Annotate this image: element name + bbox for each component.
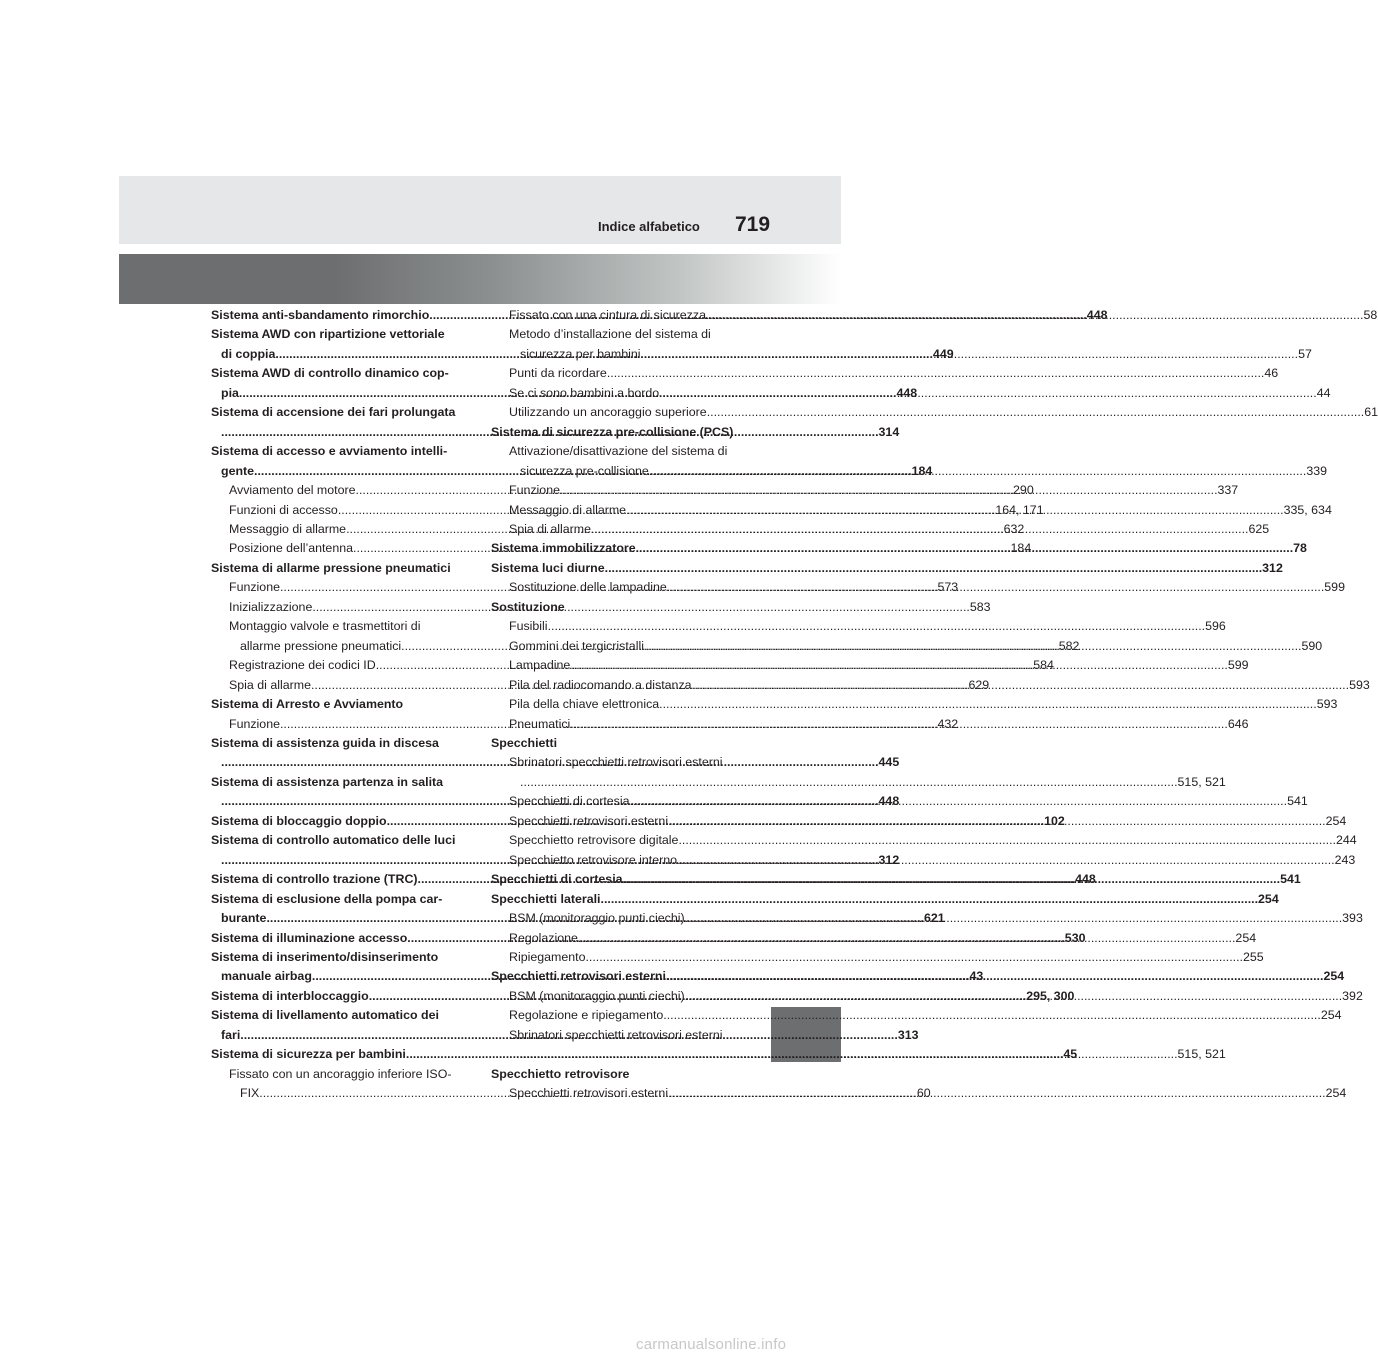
page-reference: 46 bbox=[1264, 366, 1279, 381]
index-entry-text: Funzioni di accesso bbox=[229, 502, 338, 517]
index-entry-text: Sistema di interbloccaggio bbox=[211, 988, 369, 1003]
dot-leader bbox=[585, 948, 1243, 967]
index-entry-text: Se ci sono bambini a bordo bbox=[509, 385, 660, 400]
dot-leader bbox=[685, 909, 1343, 928]
index-entry-text: Pila del radiocomando a distanza bbox=[509, 677, 692, 692]
page-reference: 448 bbox=[878, 794, 900, 809]
index-entry-text: Specchietti di cortesia bbox=[491, 872, 623, 887]
dot-leader bbox=[663, 1006, 1321, 1025]
dot-leader bbox=[570, 656, 1228, 675]
index-entry bbox=[491, 1006, 1342, 1025]
index-entry-text: Funzione bbox=[229, 716, 280, 731]
index-entry-text: Sistema di controllo trazione (TRC) bbox=[211, 872, 418, 887]
page-reference: 78 bbox=[1293, 541, 1307, 556]
page-reference: 314 bbox=[878, 424, 900, 439]
index-entry bbox=[211, 695, 464, 714]
dot-leader bbox=[706, 306, 1364, 325]
index-entry-text: Specchietti di cortesia bbox=[509, 794, 630, 809]
index-entry-text: Punti da ricordare bbox=[509, 366, 607, 381]
index-entry bbox=[491, 423, 744, 442]
index-entry-text: Utilizzando un ancoraggio superiore bbox=[509, 405, 707, 420]
page-reference: 593 bbox=[1316, 697, 1338, 712]
index-entry-text: Sistema di accesso e avviamento intelli- bbox=[211, 444, 448, 459]
dot-leader bbox=[626, 501, 1284, 520]
index-entry-text: Specchietti retrovisori esterni bbox=[509, 1086, 669, 1101]
dot-leader bbox=[692, 676, 1350, 695]
index-entry bbox=[491, 364, 1279, 383]
index-entry-text: Sistema anti-sbandamento rimorchio bbox=[211, 308, 430, 322]
index-entry-text: Regolazione e ripiegamento bbox=[509, 1008, 664, 1023]
index-entry-text: manuale airbag bbox=[221, 969, 312, 984]
page-reference: 573 bbox=[937, 580, 959, 595]
page-reference: 445 bbox=[878, 755, 900, 770]
index-entry-text: Sistema di assistenza guida in discesa bbox=[211, 735, 439, 750]
page-reference: 61 bbox=[1364, 405, 1378, 420]
header-band bbox=[119, 176, 841, 244]
index-entry-text: Attivazione/disattivazione del sistema di bbox=[509, 444, 728, 459]
index-entry-text: Messaggio di allarme bbox=[509, 502, 627, 517]
page-reference: 541 bbox=[1287, 794, 1308, 809]
index-entry-text: Sistema di livellamento automatico dei bbox=[211, 1008, 439, 1023]
index-entry-text: Sistema di assistenza partenza in salita bbox=[211, 774, 444, 789]
index-entry-text: Metodo d’installazione del sistema di bbox=[509, 327, 711, 342]
index-entry-text: gente bbox=[221, 463, 255, 478]
dot-leader bbox=[636, 539, 1294, 558]
dot-leader bbox=[605, 559, 1263, 578]
page-reference: 448 bbox=[896, 385, 918, 400]
index-entry-text: Inizializzazione bbox=[229, 599, 313, 614]
page-reference: 244 bbox=[1335, 833, 1357, 848]
dot-leader bbox=[678, 831, 1336, 850]
page-reference: 625 bbox=[1248, 521, 1270, 536]
dot-leader bbox=[644, 637, 1302, 656]
page-reference: 102 bbox=[1044, 813, 1065, 828]
index-entry-text: Sistema di sicurezza pre-collisione (PCS) bbox=[491, 424, 734, 439]
index-entry-text: Specchietto retrovisore digitale bbox=[509, 833, 679, 848]
index-entry-text: Funzione bbox=[509, 483, 560, 498]
page-reference: 254 bbox=[1325, 813, 1347, 828]
index-entry-text: Sistema di allarme pressione pneumatici bbox=[211, 560, 451, 575]
page-reference: 530 bbox=[1064, 930, 1086, 945]
index-entry-text: Specchietto retrovisore interno bbox=[509, 852, 678, 867]
page-reference: 45 bbox=[1063, 1047, 1078, 1062]
decorative-gradient-band bbox=[119, 254, 841, 304]
index-entry-text: Regolazione bbox=[509, 930, 578, 945]
index-entry-text: Montaggio valvole e trasmettitori di bbox=[229, 619, 421, 634]
page-number: 719 bbox=[735, 213, 771, 236]
dot-leader bbox=[659, 695, 1317, 714]
index-entry-text: fari bbox=[221, 1027, 241, 1042]
page-reference: 58 bbox=[1363, 308, 1378, 322]
page-reference: 337 bbox=[1217, 483, 1239, 498]
index-entry-text: Funzione bbox=[229, 580, 280, 595]
index-entry-text: Fusibili bbox=[509, 619, 548, 634]
index-entry bbox=[491, 403, 1378, 422]
index-entry-text: Sistema di esclusione della pompa car- bbox=[211, 891, 443, 906]
index-entry-text: Lampadine bbox=[509, 658, 571, 673]
dot-leader bbox=[685, 987, 1343, 1006]
index-entry bbox=[491, 695, 1338, 714]
page-reference: 449 bbox=[932, 346, 954, 361]
page-reference: 254 bbox=[1235, 930, 1257, 945]
page-reference: 583 bbox=[969, 599, 991, 614]
page-reference: 590 bbox=[1301, 638, 1323, 653]
index-entry-text: Specchietti bbox=[491, 735, 558, 750]
page-reference: 621 bbox=[923, 911, 945, 926]
page-reference: 184 bbox=[911, 463, 933, 478]
index-entry-text: Pneumatici bbox=[509, 716, 571, 731]
page-reference: 243 bbox=[1334, 852, 1356, 867]
page-reference: 599 bbox=[1227, 658, 1249, 673]
page-reference: 515, 521 bbox=[1177, 1047, 1226, 1062]
page-reference: 255 bbox=[1243, 949, 1264, 964]
dot-leader bbox=[659, 384, 1317, 403]
dot-leader bbox=[520, 773, 1178, 792]
page-reference: 584 bbox=[1033, 658, 1054, 673]
index-entry-text: burante bbox=[221, 911, 267, 926]
index-entry-text: Spia di allarme bbox=[229, 677, 311, 692]
page-reference: 432 bbox=[937, 716, 959, 731]
page-reference: 582 bbox=[1058, 638, 1080, 653]
index-entry bbox=[211, 1045, 1078, 1064]
index-entry-text: Messaggio di allarme bbox=[229, 521, 347, 536]
page-reference: 43 bbox=[969, 969, 984, 984]
index-entry-text: Sistema immobilizzatore bbox=[491, 541, 636, 556]
index-entry-text: sicurezza per bambini bbox=[520, 346, 641, 361]
index-entry-text: Fissato con una cintura di sicurezza bbox=[509, 308, 706, 322]
index-entry-text: Sbrinatori specchietti retrovisori esterni bbox=[509, 755, 723, 770]
index-entry-text: Pila della chiave elettronica bbox=[509, 697, 660, 712]
index-entry-text: Sistema di illuminazione accesso bbox=[211, 930, 408, 945]
index-entry-text: Spia di allarme bbox=[509, 521, 591, 536]
page-reference: 335, 634 bbox=[1283, 502, 1332, 517]
index-entry-text: Ripiegamento bbox=[509, 949, 586, 964]
index-entry-text: Avviamento del motore bbox=[229, 483, 356, 498]
dot-leader bbox=[607, 364, 1265, 383]
page-reference: 312 bbox=[1262, 560, 1283, 575]
dot-leader bbox=[668, 812, 1326, 831]
index-entry-text: Sistema di sicurezza per bambini bbox=[211, 1047, 406, 1062]
page-reference: 393 bbox=[1342, 911, 1363, 926]
page-reference: 184 bbox=[1010, 541, 1032, 556]
index-entry bbox=[491, 948, 1264, 967]
dot-leader bbox=[666, 967, 1324, 986]
page-reference: 596 bbox=[1205, 619, 1226, 634]
index-entry-text: BSM (monitoraggio punti ciechi) bbox=[509, 911, 685, 926]
index-entry-text: Sistema AWD con ripartizione vettoriale bbox=[211, 327, 445, 342]
section-title: Indice alfabetico bbox=[598, 219, 700, 234]
watermark-text: carmanualsonline.info bbox=[636, 1336, 787, 1353]
index-entry-text: Specchietti retrovisori esterni bbox=[509, 813, 669, 828]
dot-leader bbox=[641, 345, 1299, 364]
page-reference: 593 bbox=[1349, 677, 1370, 692]
index-entry-text: Posizione dell’antenna bbox=[229, 541, 353, 556]
index-entry-text: Registrazione dei codici ID bbox=[229, 658, 376, 673]
index-entry bbox=[491, 890, 1279, 909]
dot-leader bbox=[623, 870, 1281, 889]
index-entry-text: Sostituzione delle lampadine bbox=[509, 580, 667, 595]
page-reference: 448 bbox=[1075, 872, 1096, 887]
page-reference: 515, 521 bbox=[1177, 774, 1226, 789]
dot-leader bbox=[591, 520, 1249, 539]
index-entry-text: Sostituzione bbox=[491, 599, 565, 614]
page-reference: 313 bbox=[897, 1027, 919, 1042]
index-entry-text: Specchietto retrovisore bbox=[491, 1066, 630, 1081]
index-entry-text: Sistema di inserimento/disinserimento bbox=[211, 949, 439, 964]
index-entry-text: Sistema di controllo automatico delle luci bbox=[211, 833, 456, 848]
page-reference: 632 bbox=[1003, 521, 1025, 536]
page-reference: 646 bbox=[1227, 716, 1249, 731]
index-entry bbox=[491, 831, 1357, 850]
page-reference: 60 bbox=[916, 1086, 931, 1101]
page-reference: 392 bbox=[1342, 988, 1363, 1003]
dot-leader bbox=[560, 481, 1218, 500]
dot-leader bbox=[677, 851, 1335, 870]
page-reference: 254 bbox=[1325, 1086, 1347, 1101]
page-reference: 44 bbox=[1316, 385, 1331, 400]
index-entry bbox=[491, 1065, 744, 1084]
dot-leader bbox=[707, 403, 1365, 422]
page-reference: 295, 300 bbox=[1026, 988, 1075, 1003]
dot-leader bbox=[649, 462, 1307, 481]
dot-leader bbox=[520, 1045, 1178, 1064]
page-reference: 164, 171 bbox=[995, 502, 1044, 517]
index-entry-text: Sistema luci diurne bbox=[491, 560, 605, 575]
index-entry bbox=[491, 617, 1226, 636]
dot-leader bbox=[630, 792, 1288, 811]
dot-leader bbox=[667, 578, 1325, 597]
index-entry-text: Fissato con un ancoraggio inferiore ISO- bbox=[229, 1066, 452, 1081]
index-entry bbox=[211, 559, 464, 578]
index-entry-text: Sistema di bloccaggio doppio bbox=[211, 813, 387, 828]
index-entry bbox=[491, 598, 744, 617]
page-reference: 312 bbox=[878, 852, 900, 867]
dot-leader bbox=[548, 617, 1206, 636]
page-reference: 339 bbox=[1306, 463, 1327, 478]
dot-leader bbox=[578, 929, 1236, 948]
page-reference: 254 bbox=[1323, 969, 1345, 984]
index-entry-text: sicurezza pre-collisione bbox=[520, 463, 649, 478]
index-entry-text: pia bbox=[221, 385, 239, 400]
index-entry-text: allarme pressione pneumatici bbox=[240, 638, 402, 653]
page-reference: 629 bbox=[968, 677, 990, 692]
dot-leader bbox=[668, 1084, 1326, 1103]
index-entry-text: Sistema di Arresto e Avviamento bbox=[211, 697, 404, 712]
page-reference: 254 bbox=[1320, 1008, 1342, 1023]
index-entry bbox=[491, 734, 744, 753]
index-entry-text: Specchietti laterali bbox=[491, 891, 601, 906]
index-entry-text: FIX bbox=[240, 1086, 260, 1101]
page-reference: 254 bbox=[1258, 891, 1279, 906]
index-entry-text: Sistema AWD di controllo dinamico cop- bbox=[211, 366, 449, 381]
dot-leader bbox=[570, 715, 1228, 734]
index-entry-text: BSM (monitoraggio punti ciechi) bbox=[509, 988, 685, 1003]
index-entry bbox=[491, 559, 1283, 578]
page-reference: 448 bbox=[1086, 308, 1108, 322]
page-reference: 599 bbox=[1324, 580, 1345, 595]
page-reference: 290 bbox=[1013, 483, 1034, 498]
page-reference: 541 bbox=[1280, 872, 1301, 887]
page-reference: 57 bbox=[1298, 346, 1312, 361]
index-entry-text: Specchietti retrovisori esterni bbox=[491, 969, 666, 984]
index-entry-text: di coppia bbox=[221, 346, 276, 361]
index-entry-text: Sistema di accensione dei fari prolungata bbox=[211, 405, 456, 420]
index-entry-text: Sbrinatori specchietti retrovisori esterni bbox=[509, 1027, 723, 1042]
index-entry-text: Gommini dei tergicristalli bbox=[509, 638, 644, 653]
dot-leader bbox=[601, 890, 1259, 909]
